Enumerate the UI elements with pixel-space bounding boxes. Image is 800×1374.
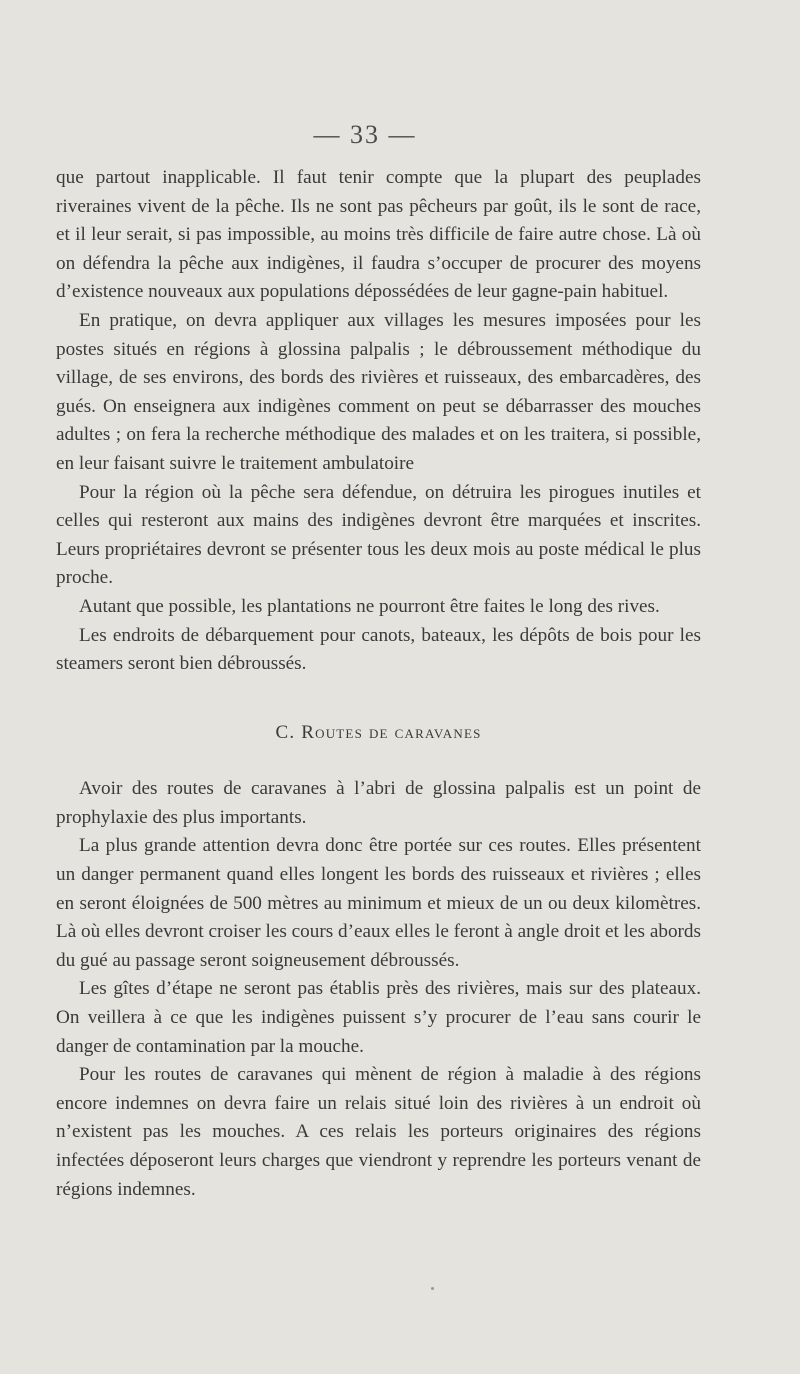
body-text [56, 164, 701, 1204]
paragraph: Les gîtes d’étape ne seront pas établis près des rivières, mais sur des plateaux. On veillera à ce que les indigènes puissent s’y procurer de l’eau sans courir le danger de contamination par la mouche. [56, 978, 701, 1057]
page-number: — 33 — [313, 120, 417, 149]
paragraph: En pratique, on devra appliquer aux villages les mesures imposées pour les postes situés en régions à glossina palpalis ; le débroussement méthodique du village, de ses environs, des bords des rivières et ruisseaux, des embarcadères, des gués. On enseignera aux indigènes comment on peut se débarrasser des mouches adultes ; on fera la recherche méthodique des malades et on les traitera, si possible, en leur faisant suivre le traitement ambulatoire [56, 309, 701, 474]
paragraph: Pour la région où la pêche sera défendue, on détruira les pirogues inutiles et celles qui resteront aux mains des indigènes devront être marquées et inscrites. Leurs propriétaires devront se présenter tous les deux mois au poste médical le plus proche. [56, 481, 701, 589]
section-title: Routes de caravanes [301, 721, 482, 743]
section-heading [56, 719, 701, 748]
paragraph: Les endroits de débarquement pour canots, bateaux, les dépôts de bois pour les steamers seront bien débroussés. [56, 624, 701, 675]
paper-speck [431, 1287, 434, 1290]
paragraph: Pour les routes de caravanes qui mènent de région à maladie à des régions encore indemnes on devra faire un relais situé loin des rivières à un endroit où n’existent pas les mouches. A ces relais les porteurs originaires des régions infectées déposeront leurs charges que viendront y reprendre les porteurs venant de régions indemnes. [56, 1064, 701, 1200]
section-letter: C. [275, 721, 296, 743]
paragraph: La plus grande attention devra donc être portée sur ces routes. Elles présentent un danger permanent quand elles longent les bords des ruisseaux et rivières ; elles en seront éloignées de 500 mètres au minimum et mieux de un ou deux kilomètres. Là où elles devront croiser les cours d’eaux elles le feront à angle droit et les abords du gué au passage seront soigneusement débroussés. [56, 835, 701, 971]
paragraph: Autant que possible, les plantations ne pourront être faites le long des rives. [79, 595, 660, 617]
paragraph: Avoir des routes de caravanes à l’abri de glossina palpalis est un point de prophylaxie des plus importants. [56, 778, 701, 828]
paragraph: que partout inapplicable. Il faut tenir compte que la plupart des peuplades riveraines vivent de la pêche. Ils ne sont pas pêcheurs par goût, ils le sont de race, et il leur serait, si pas impossible, au moins très difficile de faire autre chose. Là où on défendra la pêche aux indigènes, il faudra s’occuper de procurer des moyens d’existence nouveaux aux populations dépossédées de leur gagne-pain habituel. [56, 167, 701, 303]
